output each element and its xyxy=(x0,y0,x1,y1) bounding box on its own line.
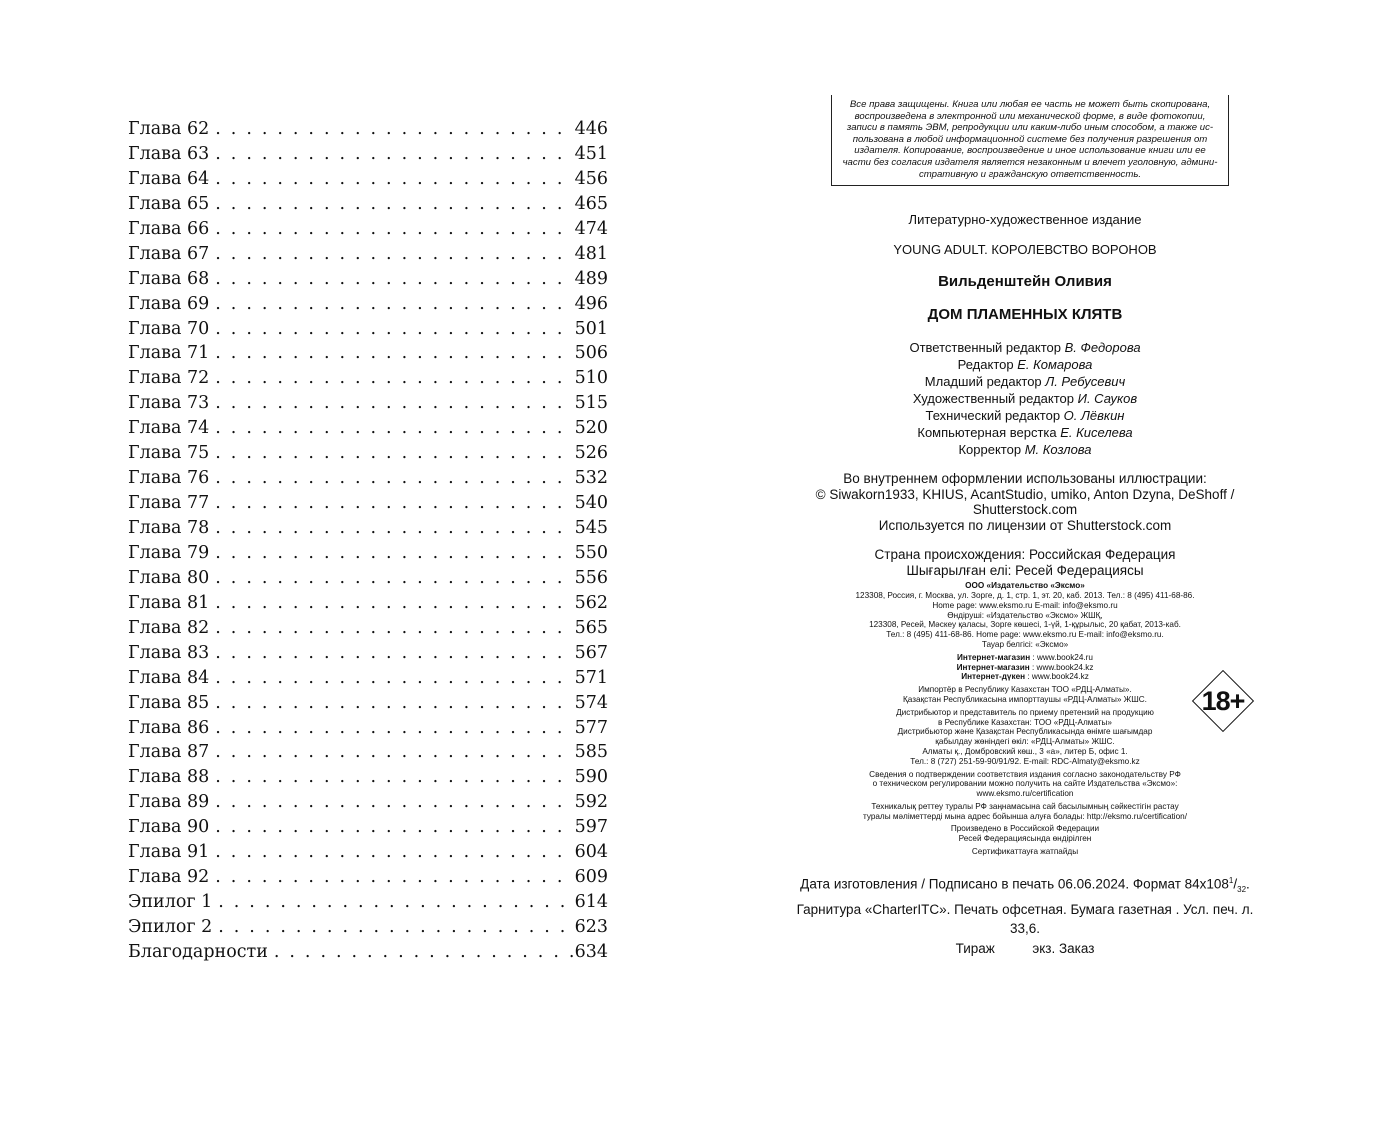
staff-credit xyxy=(785,356,1265,373)
shop-label: Интернет-магазин xyxy=(957,652,1031,662)
staff-credit xyxy=(785,390,1265,407)
toc-entry xyxy=(128,169,608,194)
toc-page-number: 574 xyxy=(574,692,608,713)
staff-name: В. Федорова xyxy=(1064,340,1141,356)
toc-entry xyxy=(128,368,608,393)
toc-chapter-label: Глава 80 xyxy=(128,567,210,588)
toc-page-number: 481 xyxy=(574,243,608,264)
toc-chapter-label: Благодарности xyxy=(128,941,268,962)
distribution-line: о техническом регулировании можно получить на сайте Издательства «Эксмо»: xyxy=(872,779,1178,789)
table-of-contents xyxy=(128,119,608,967)
edition-type: Литературно-художественное издание xyxy=(908,212,1142,228)
toc-page-number: 623 xyxy=(574,917,608,937)
toc-entry xyxy=(128,294,608,319)
toc-leader-dots xyxy=(215,742,572,762)
toc-chapter-label: Глава 74 xyxy=(128,418,210,439)
toc-chapter-label: Глава 73 xyxy=(128,393,210,414)
staff-name: О. Лёвкин xyxy=(1063,408,1125,424)
toc-leader-dots xyxy=(215,568,572,588)
toc-entry xyxy=(128,543,608,568)
distribution-line: қабылдау жөніндегі өкіл: «РДЦ-Алматы» ЖШС. xyxy=(935,737,1115,747)
toc-leader-dots xyxy=(215,767,572,787)
distribution-line: Произведено в Российской Федерации xyxy=(950,824,1100,834)
distribution-line: Тел.: 8 (727) 251-59-90/91/92. E-mail: RDC-Almaty@eksmo.kz xyxy=(910,756,1140,766)
toc-page-number: 540 xyxy=(574,493,608,514)
toc-chapter-label: Глава 89 xyxy=(128,792,210,813)
toc-chapter-label: Эпилог 2 xyxy=(128,917,213,937)
shop-url: : www.book24.ru xyxy=(1030,652,1093,662)
author-name: Вильденштейн Оливия xyxy=(938,273,1112,291)
toc-entry xyxy=(128,219,608,244)
toc-leader-dots xyxy=(215,219,572,239)
toc-page-number: 592 xyxy=(574,792,608,813)
staff-role: Компьютерная верстка xyxy=(917,425,1057,441)
shop-url: : www.book24.kz xyxy=(1025,672,1089,682)
staff-name: Е. Киселева xyxy=(1060,425,1133,441)
toc-chapter-label: Глава 91 xyxy=(128,842,210,863)
toc-entry xyxy=(128,767,608,792)
editorial-staff xyxy=(785,339,1265,458)
toc-leader-dots xyxy=(215,393,572,413)
shop-line xyxy=(785,653,1265,663)
toc-chapter-label: Глава 88 xyxy=(128,767,210,788)
toc-page-number: 565 xyxy=(574,617,608,638)
toc-entry xyxy=(128,668,608,693)
toc-chapter-label: Глава 71 xyxy=(128,343,210,364)
copyright-line: части без согласия издателя является незаконным и влечет уголовную, админи- xyxy=(842,156,1218,168)
toc-entry xyxy=(128,942,608,967)
toc-entry xyxy=(128,144,608,169)
toc-leader-dots xyxy=(215,842,572,862)
copyright-line: стративную и гражданскую ответственность. xyxy=(918,168,1142,180)
toc-entry xyxy=(128,343,608,368)
toc-chapter-label: Глава 72 xyxy=(128,368,210,389)
toc-chapter-label: Эпилог 1 xyxy=(128,892,213,913)
staff-role: Редактор xyxy=(957,357,1014,373)
toc-entry xyxy=(128,493,608,518)
print-details xyxy=(785,871,1265,958)
toc-leader-dots xyxy=(218,892,572,912)
toc-page-number: 451 xyxy=(574,143,608,164)
toc-leader-dots xyxy=(215,194,572,214)
toc-entry xyxy=(128,518,608,543)
toc-chapter-label: Глава 67 xyxy=(128,243,210,264)
toc-entry xyxy=(128,742,608,767)
toc-leader-dots xyxy=(215,244,572,264)
toc-page-number: 590 xyxy=(574,767,608,788)
toc-leader-dots xyxy=(215,343,572,363)
toc-entry xyxy=(128,418,608,443)
toc-chapter-label: Глава 84 xyxy=(128,667,210,688)
toc-entry xyxy=(128,718,608,743)
toc-chapter-label: Глава 75 xyxy=(128,443,210,464)
toc-page-number: 562 xyxy=(574,592,608,613)
toc-page-number: 550 xyxy=(574,542,608,563)
copyright-line: воспроизведена в электронной или механической форме, в виде фотокопии, xyxy=(854,110,1206,122)
staff-role: Художественный редактор xyxy=(912,391,1075,407)
toc-leader-dots xyxy=(215,269,572,289)
toc-page-number: 597 xyxy=(574,817,608,838)
toc-page-number: 571 xyxy=(574,667,608,688)
distribution-line: Ресей Федерациясында өндірілген xyxy=(958,834,1092,844)
staff-credit xyxy=(785,424,1265,441)
print-typeface-paper: Гарнитура «CharterITC». Печать офсетная. Бумага газетная . Усл. печ. л. 33,6. xyxy=(796,901,1254,937)
toc-page-number: 567 xyxy=(574,642,608,663)
shop-url: : www.book24.kz xyxy=(1029,662,1094,672)
toc-page-number: 474 xyxy=(574,218,608,239)
distribution-line: Сертификаттауға жатпайды xyxy=(971,847,1079,857)
toc-chapter-label: Глава 64 xyxy=(128,168,210,189)
distribution-line: в Республике Казахстан: ТОО «РДЦ-Алматы» xyxy=(938,717,1112,727)
toc-page-number: 510 xyxy=(574,368,608,389)
illustration-credit-line: © Siwakorn1933, KHIUS, AcantStudio, umiko, Anton Dzyna, DeShoff / xyxy=(815,486,1235,502)
toc-leader-dots xyxy=(215,468,572,488)
toc-page-number: 614 xyxy=(574,892,608,913)
toc-leader-dots xyxy=(215,817,572,837)
toc-chapter-label: Глава 66 xyxy=(128,218,210,239)
toc-leader-dots xyxy=(215,543,572,563)
toc-leader-dots xyxy=(215,668,572,688)
toc-chapter-label: Глава 82 xyxy=(128,617,210,638)
copyright-notice xyxy=(831,95,1229,186)
toc-chapter-label: Глава 76 xyxy=(128,468,210,489)
copyright-line: записи в память ЭВМ, репродукции или каким-либо иным способом, а также ис- xyxy=(846,122,1214,134)
publisher-line: 123308, Россия, г. Москва, ул. Зорге, д. 1, стр. 1, эт. 20, каб. 2013. Тел.: 8 (495) 411-68-86. xyxy=(855,590,1195,600)
staff-credit xyxy=(785,407,1265,424)
toc-leader-dots xyxy=(215,119,572,139)
toc-entry xyxy=(128,119,608,144)
toc-page-number: 526 xyxy=(574,443,608,464)
toc-page-number: 577 xyxy=(574,717,608,738)
shop-label: Интернет-магазин xyxy=(956,662,1030,672)
toc-leader-dots xyxy=(215,443,572,463)
copyright-line: пользована в любой информационной системе без получения разрешения от xyxy=(852,133,1208,145)
origin-line: Страна происхождения: Российская Федерация xyxy=(874,547,1176,563)
toc-leader-dots xyxy=(215,518,572,538)
toc-page-number: 520 xyxy=(574,418,608,439)
toc-entry xyxy=(128,842,608,867)
toc-page-number: 465 xyxy=(574,193,608,214)
distribution-line: Дистрибьютор және Қазақстан Республикасында өнімге шағымдар xyxy=(897,727,1153,737)
toc-leader-dots xyxy=(215,618,572,638)
toc-leader-dots xyxy=(215,493,572,513)
staff-name: Л. Ребусевич xyxy=(1045,374,1126,390)
staff-role: Технический редактор xyxy=(925,408,1061,424)
distribution-line: Дистрибьютор и представитель по приему претензий на продукцию xyxy=(896,707,1154,717)
toc-leader-dots xyxy=(215,144,572,164)
toc-entry xyxy=(128,443,608,468)
toc-leader-dots xyxy=(215,418,572,438)
distribution-line: туралы мәліметтерді мына адрес бойынша алуға болады: http://eksmo.ru/certification/ xyxy=(862,811,1188,821)
age-rating-text: 18+ xyxy=(1201,686,1245,716)
toc-leader-dots xyxy=(215,294,572,314)
toc-chapter-label: Глава 83 xyxy=(128,642,210,663)
staff-credit xyxy=(785,339,1265,356)
toc-page-number: 545 xyxy=(574,518,608,538)
toc-page-number: 506 xyxy=(574,343,608,364)
toc-page-number: 556 xyxy=(574,567,608,588)
staff-name: Е. Комарова xyxy=(1017,357,1093,373)
distribution-line: Алматы қ., Домбровский көш., 3 «а», литер Б, офис 1. xyxy=(922,746,1128,756)
illustration-credits xyxy=(785,471,1265,533)
toc-page-number: 609 xyxy=(574,867,608,888)
toc-page-number: 446 xyxy=(574,119,608,139)
toc-page-number: 604 xyxy=(574,842,608,863)
toc-entry xyxy=(128,393,608,418)
illustration-credit-line: Используется по лицензии от Shutterstock.com xyxy=(878,517,1172,533)
toc-chapter-label: Глава 90 xyxy=(128,817,210,838)
distribution-line: www.eksmo.ru/certification xyxy=(976,789,1074,799)
toc-leader-dots xyxy=(215,319,572,339)
toc-chapter-label: Глава 87 xyxy=(128,742,210,763)
toc-entry xyxy=(128,867,608,892)
toc-entry xyxy=(128,319,608,344)
toc-page-number: 585 xyxy=(574,742,608,763)
toc-leader-dots xyxy=(218,917,572,937)
toc-leader-dots xyxy=(274,942,573,962)
toc-entry xyxy=(128,618,608,643)
toc-entry xyxy=(128,269,608,294)
toc-chapter-label: Глава 78 xyxy=(128,518,210,538)
toc-page-number: 634 xyxy=(574,941,608,962)
staff-role: Ответственный редактор xyxy=(909,340,1061,356)
toc-leader-dots xyxy=(215,693,572,713)
toc-page-number: 515 xyxy=(574,393,608,414)
toc-chapter-label: Глава 86 xyxy=(128,717,210,738)
publisher-line: Home page: www.eksmo.ru E-mail: info@eksmo.ru xyxy=(932,600,1118,610)
staff-role: Младший редактор xyxy=(924,374,1042,390)
distribution-line: Сведения о подтверждении соответствия издания согласно законодательству РФ xyxy=(869,769,1181,779)
toc-chapter-label: Глава 62 xyxy=(128,119,210,139)
colophon xyxy=(785,95,1265,958)
publisher-line: Өндіруші: «Издательство «Эксмо» ЖШҚ, xyxy=(947,610,1103,620)
toc-chapter-label: Глава 65 xyxy=(128,193,210,214)
staff-role: Корректор xyxy=(958,442,1022,458)
toc-chapter-label: Глава 92 xyxy=(128,867,210,888)
illustration-credit-line: Shutterstock.com xyxy=(972,502,1078,518)
print-run-order: Тираж экз. Заказ xyxy=(955,940,1095,956)
staff-credit xyxy=(785,441,1265,458)
staff-credit xyxy=(785,373,1265,390)
toc-chapter-label: Глава 81 xyxy=(128,592,210,613)
toc-entry xyxy=(128,892,608,917)
toc-chapter-label: Глава 63 xyxy=(128,143,210,164)
shop-label: Интернет-дүкен xyxy=(961,672,1026,682)
toc-entry xyxy=(128,693,608,718)
staff-name: И. Сауков xyxy=(1077,391,1138,407)
toc-entry xyxy=(128,917,608,942)
series-name: YOUNG ADULT. КОРОЛЕВСТВО ВОРОНОВ xyxy=(893,242,1157,258)
publisher-line: ООО «Издательство «Эксмо» xyxy=(965,581,1085,591)
toc-leader-dots xyxy=(215,718,572,738)
toc-chapter-label: Глава 77 xyxy=(128,493,210,514)
copyright-line: Все права защищены. Книга или любая ее часть не может быть скопирована, xyxy=(849,99,1211,110)
toc-chapter-label: Глава 85 xyxy=(128,692,210,713)
toc-entry xyxy=(128,792,608,817)
book-title: ДОМ ПЛАМЕННЫХ КЛЯТВ xyxy=(927,306,1123,324)
toc-chapter-label: Глава 69 xyxy=(128,293,210,314)
toc-chapter-label: Глава 79 xyxy=(128,542,210,563)
toc-leader-dots xyxy=(215,867,572,887)
toc-leader-dots xyxy=(215,792,572,812)
toc-entry xyxy=(128,194,608,219)
print-date-format: Дата изготовления / Подписано в печать 06.06.2024. Формат $84x108^1/_{32}$. xyxy=(800,875,1250,895)
toc-entry xyxy=(128,817,608,842)
publisher-line: Тел.: 8 (495) 411-68-86. Home page: www.eksmo.ru E-mail: info@eksmo.ru. xyxy=(886,630,1164,640)
toc-page-number: 456 xyxy=(574,168,608,189)
toc-leader-dots xyxy=(215,593,572,613)
toc-leader-dots xyxy=(215,368,572,388)
toc-chapter-label: Глава 68 xyxy=(128,268,210,289)
publisher-line: Тауар белгісі: «Эксмо» xyxy=(981,639,1069,649)
toc-entry xyxy=(128,244,608,269)
staff-name: М. Козлова xyxy=(1024,442,1092,458)
toc-entry xyxy=(128,593,608,618)
toc-page-number: 489 xyxy=(574,268,608,289)
age-rating-badge xyxy=(1192,670,1254,732)
copyright-line: издателя. Копирование, воспроизведение и иное использование книги или ее xyxy=(854,145,1206,157)
distribution-line: Техникалық реттеу туралы РФ заңнамасына сай басылымның сәйкестігін растау xyxy=(871,801,1179,811)
toc-page-number: 532 xyxy=(574,468,608,489)
distribution-line: Қазақстан Республикасына импорттаушы «РДЦ-Алматы» ЖШС. xyxy=(903,694,1147,704)
publisher-info xyxy=(785,581,1265,650)
toc-entry xyxy=(128,643,608,668)
toc-entry xyxy=(128,468,608,493)
toc-leader-dots xyxy=(215,643,572,663)
distribution-line: Импортёр в Республику Казахстан ТОО «РДЦ-Алматы». xyxy=(918,685,1132,695)
toc-leader-dots xyxy=(215,169,572,189)
illustration-credit-line: Во внутреннем оформлении использованы иллюстрации: xyxy=(843,471,1207,487)
toc-page-number: 501 xyxy=(574,318,608,339)
publisher-line: 123308, Ресей, Мәскеу қаласы, Зорге көшесі, 1-үй, 1-құрылыс, 20 қабат, 2013-каб. xyxy=(869,620,1181,630)
origin-line: Шығарылған елі: Ресей Федерациясы xyxy=(906,562,1144,578)
country-of-origin xyxy=(785,547,1265,578)
toc-chapter-label: Глава 70 xyxy=(128,318,210,339)
toc-entry xyxy=(128,568,608,593)
toc-page-number: 496 xyxy=(574,293,608,314)
